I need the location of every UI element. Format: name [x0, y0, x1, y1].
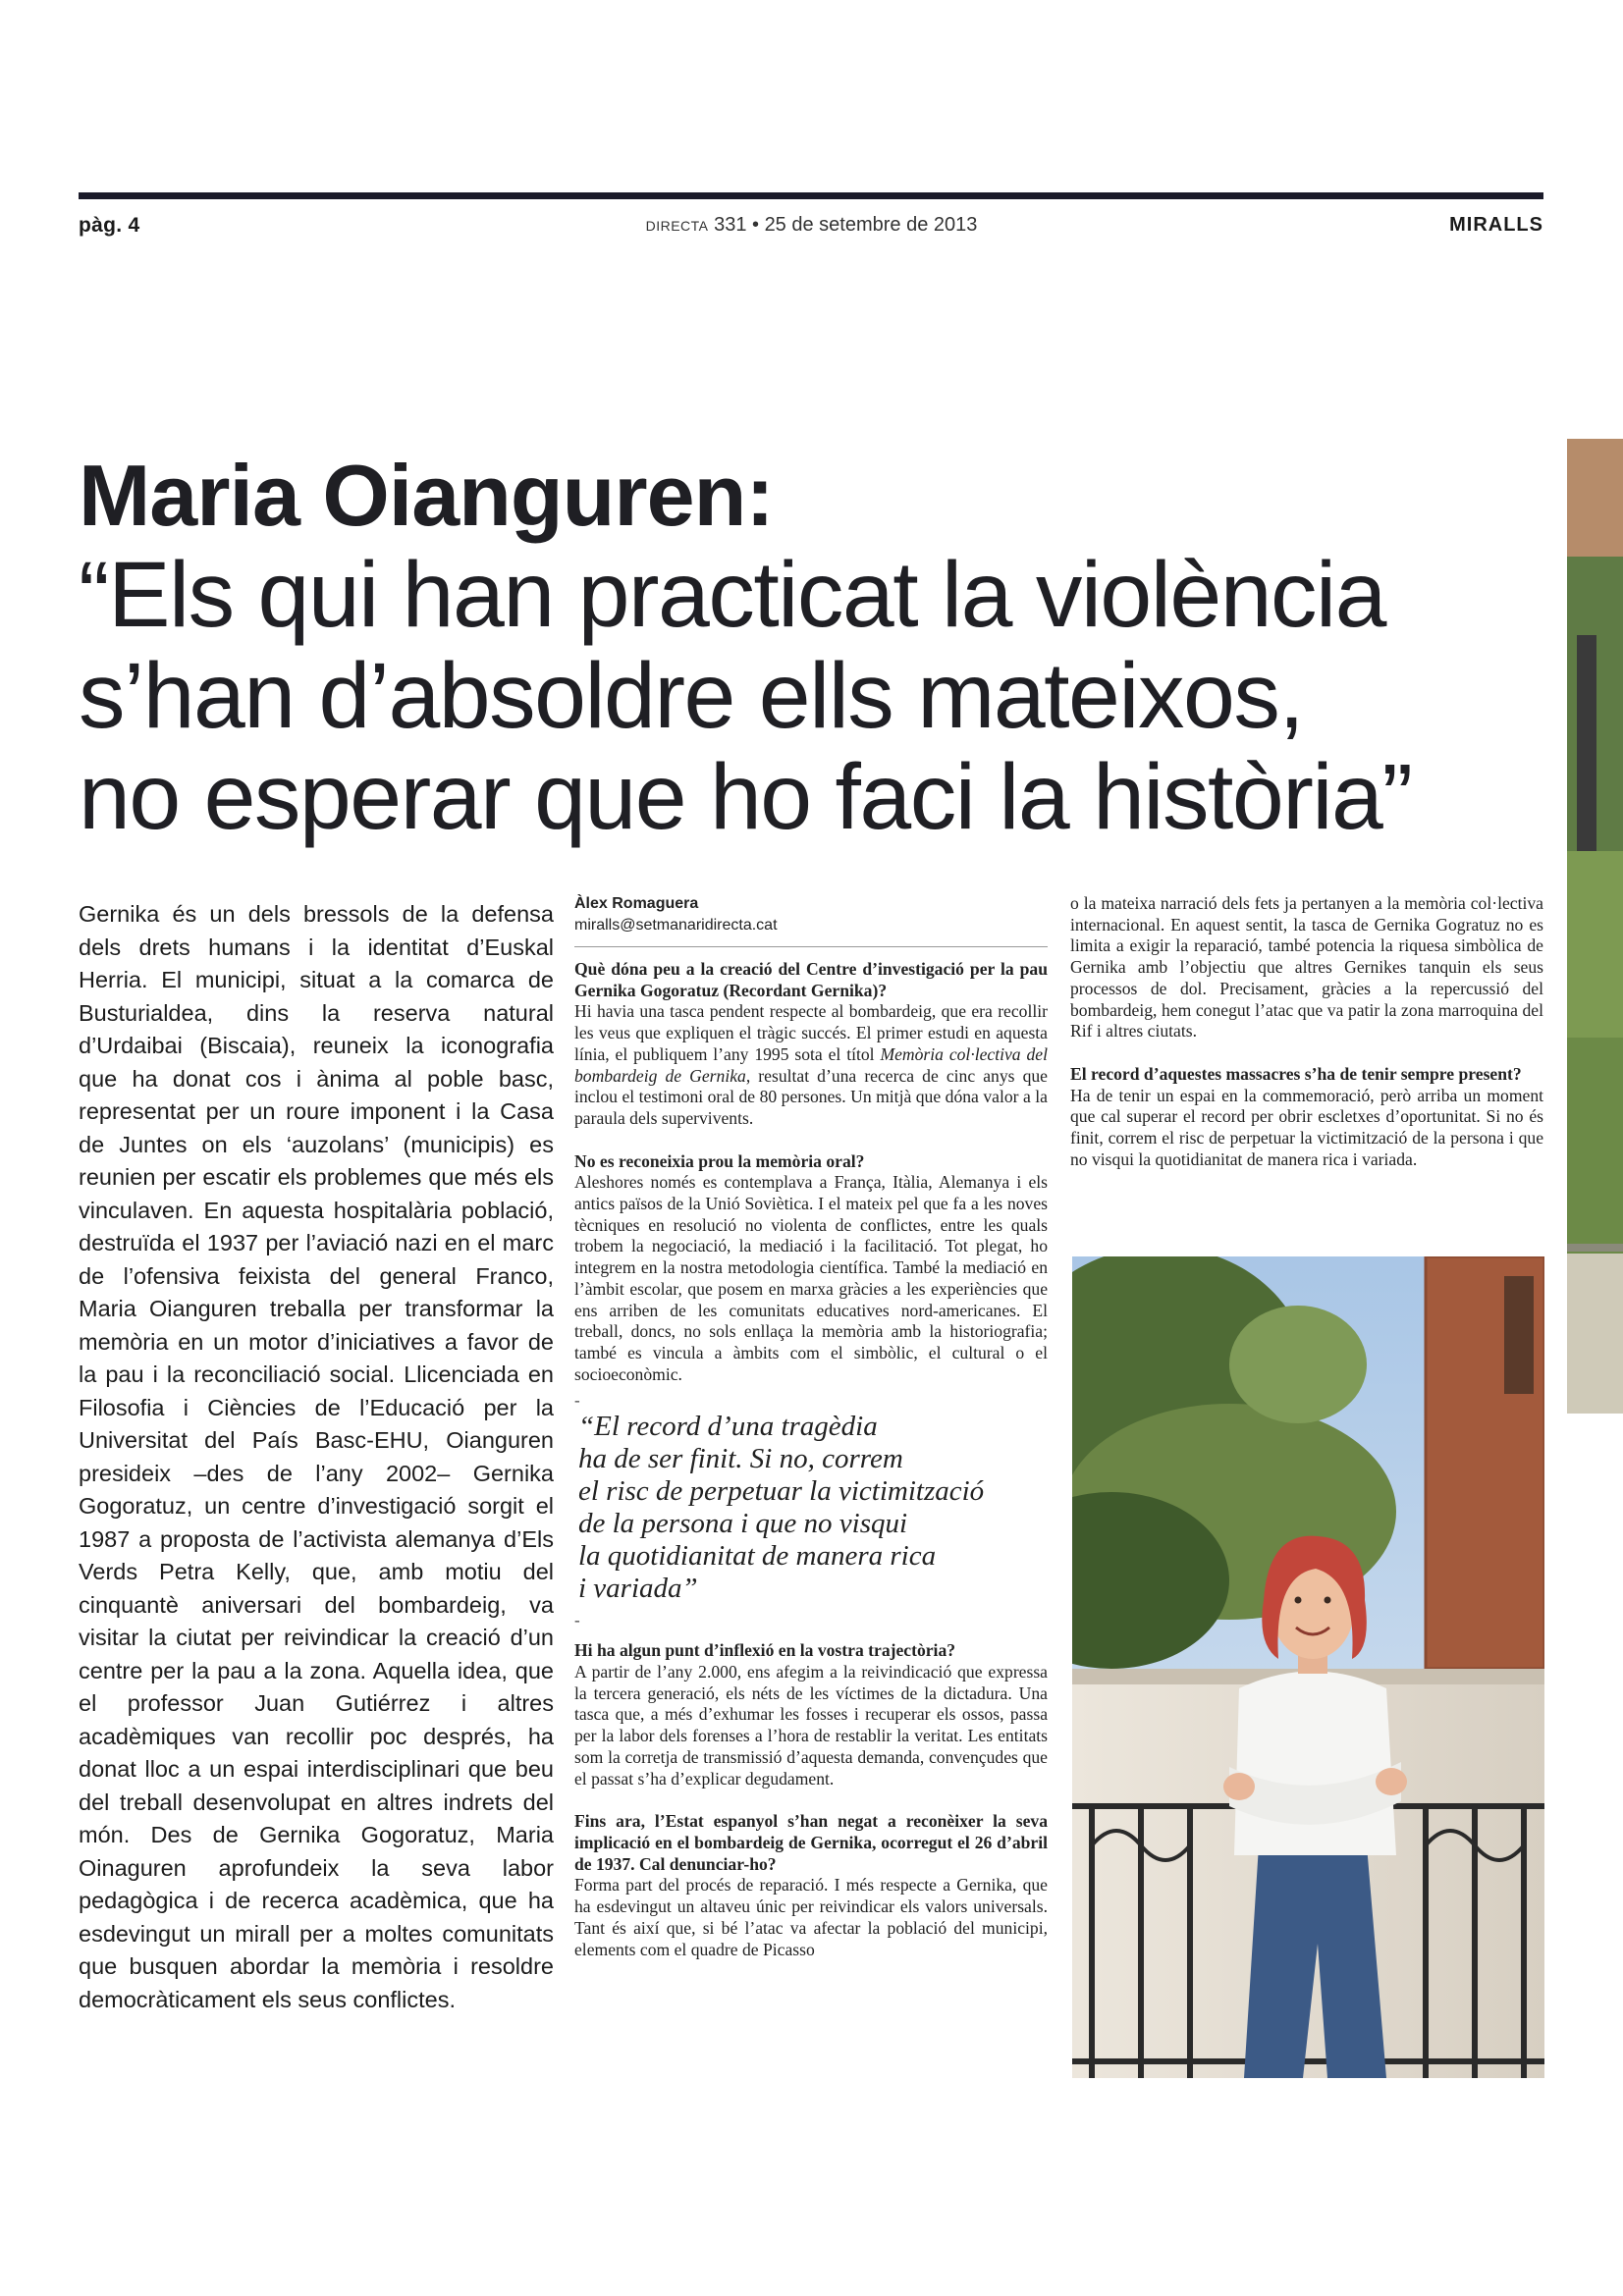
portrait-photo	[1072, 1256, 1544, 2078]
question-3: Hi ha algun punt d’inflexió en la vostra trajectòria?	[574, 1640, 956, 1661]
interview-column-3	[1070, 893, 1543, 1170]
headline	[79, 447, 1551, 848]
answer-5: Ha de tenir un espai en la commemoració, però arriba un moment que cal superar el record per obrir escletxes d’oportunitat. Si no és finit, correm el risc de perpetuar la victimització de la persona i que no visqui la quotidianitat de manera rica i variada.	[1070, 1085, 1543, 1169]
book-title: Memòria col·lectiva del bombardeig de Gernika	[574, 1043, 1048, 1086]
headline-name: Maria Oianguren:	[79, 447, 774, 544]
question-2: No es reconeixia prou la memòria oral?	[574, 1150, 865, 1171]
byline-author: Àlex Romaguera	[574, 895, 699, 912]
lead-paragraph: Gernika és un dels bressols de la defensa dels drets humans i la identitat d’Euskal Herria. El municipi, situat a la comarca de Busturialdea, dins la reserva natural d’Urdaibai (Biscaia), reuneix la iconografia que ha donat cos i ànima al poble basc, representat per un roure imponent i la Casa de Juntes on els ‘auzolans’ (municipis) es reunien per escatir els problemes que més els vinculaven. En aquesta hospitalària població, destruïda el 1937 per l’aviació nazi en el marc de l’ofensiva feixista del general Franco, Maria Oianguren treballa per transformar la memòria en un motor d’iniciatives a favor de la pau i la reconciliació social. Llicenciada en Filosofia i Ciències de l’Educació per la Universitat del País Basc-EHU, Oianguren presideix –des de l’any 2002– Gernika Gogoratuz, un centre d’investigació sorgit el 1987 a proposta de l’activista alemanya d’Els Verds Petra Kelly, que, amb motiu del cinquantè aniversari del bombardeig, va visitar la ciutat per reivindicar la creació d’un centre per la pau a la zona. Aquella idea, que el professor Juan Gutiérrez i altres acadèmiques van recollir poc després, ha donat lloc a un espai interdisciplinari que beu del treball desenvolupat en altres indrets del món. Des de Gernika Gogoratuz, Maria Oinaguren aprofundeix la seva labor pedagògica i de recerca acadèmica, que ha esdevingut un mirall per a moltes comunitats que busquen abordar la memòria i resoldre democràticament els seus conflictes.	[79, 901, 554, 2012]
byline-email: miralls@setmanaridirecta.cat	[574, 915, 1048, 947]
question-4: Fins ara, l’Estat espanyol s’han negat a reconèixer la seva implicació en el bombardeig de Gernika, ocorregut el 26 d’abril de 1937. Cal denunciar-ho?	[574, 1811, 1048, 1874]
headline-quote-line-2: s’han d’absoldre ells mateixos,	[79, 644, 1304, 748]
answer-4: Forma part del procés de reparació. I més respecte a Gernika, que ha esdevingut un altaveu únic per reivindicar els valors universals. Tant és així que, si bé l’atac va afectar la població del municipi, elements com el quadre de Picasso	[574, 1875, 1048, 1959]
pullquote-line: “El record d’una tragèdia	[578, 1411, 878, 1443]
pullquote-dash-top: -	[574, 1391, 580, 1411]
answer-3: A partir de l’any 2.000, ens afegim a la reivindicació que expressa la tercera generació, els néts de les víctimes de la dictadura. Una tasca que, a més d’exhumar les fosses i recuperar els ossos, passa per la labor dels forenses a l’hora de restablir la veritat. Les entitats som la corretja de transmissió d’aquesta demanda, convençudes que el passat s’ha d’explicar degudament.	[574, 1662, 1048, 1789]
pullquote-line: ha de ser finit. Si no, correm	[578, 1443, 903, 1475]
edge-photo	[1567, 439, 1623, 1414]
question-5: El record d’aquestes massacres s’ha de tenir sempre present?	[1070, 1063, 1522, 1084]
question-1: Què dóna peu a la creació del Centre d’investigació per la pau Gernika Gogoratuz (Recordant Gernika)?	[574, 959, 1048, 1000]
pullquote-dash-bottom: -	[574, 1611, 580, 1630]
issue-info	[0, 214, 1623, 237]
issue-date: 331 • 25 de setembre de 2013	[714, 214, 978, 236]
pullquote-line: de la persona i que no visqui	[578, 1508, 908, 1540]
headline-quote-line-1: “Els qui han practicat la violència	[79, 543, 1385, 647]
answer-4-continued: o la mateixa narració dels fets ja pertanyen a la memòria col·lectiva internacional. En aquest sentit, la tasca de Gernika Gogratuz no es limita a exigir la reparació, també potencia la riquesa simbòlica de Gernika amb l’objectiu que altres Gernikes tanquin els seus processos de dol. Precisament, gràcies a la repercussió del bombardeig, hem conegut l’atac que va patir la zona marroquina del Rif i altres ciutats.	[1070, 893, 1543, 1041]
pullquote-line: la quotidianitat de manera rica	[578, 1540, 937, 1573]
interview-column-2	[574, 893, 1048, 1960]
pullquote	[574, 1411, 1048, 1605]
headline-quote-line-3: no esperar que ho faci la història”	[79, 745, 1412, 849]
answer-2: Aleshores només es contemplava a França, Itàlia, Alemanya i els antics països de la Unió Soviètica. I el mateix pel que fa a les noves tècniques en resolució no violenta de conflictes, entre les quals trobem la negociació, la mediació i la facilitació. Tot plegat, ho integrem en la nostra metodologia científica. També la mediació en l’àmbit escolar, que posem en marxa gràcies a les experiències que ens arriben de les comunitats educatives nord-americanes. El treball, doncs, no sols enllaça la memòria amb la historiografia; també es vincula a àmbits com el simbòlic, el cultural o el socioeconòmic.	[574, 1172, 1048, 1384]
section-name: MIRALLS	[1449, 214, 1543, 236]
header-rule	[79, 192, 1543, 199]
page-number: pàg. 4	[79, 214, 140, 237]
answer-1: Hi havia una tasca pendent respecte al bombardeig, que era recollir les veus que expliquen el tràgic succés. El primer estudi en aquesta línia, el publiquem l’any 1995 sota el títol Memòria col·lectiva del bombardeig de Gernika, resultat d’una recerca de cinc anys que inclou el testimoni oral de 80 persones. Un mitjà que dóna valor a la paraula dels supervivents.	[574, 1001, 1048, 1128]
publication-name: DIRECTA	[645, 218, 709, 234]
pullquote-line: el risc de perpetuar la victimització	[578, 1475, 985, 1508]
pullquote-line: i variada”	[578, 1573, 698, 1605]
